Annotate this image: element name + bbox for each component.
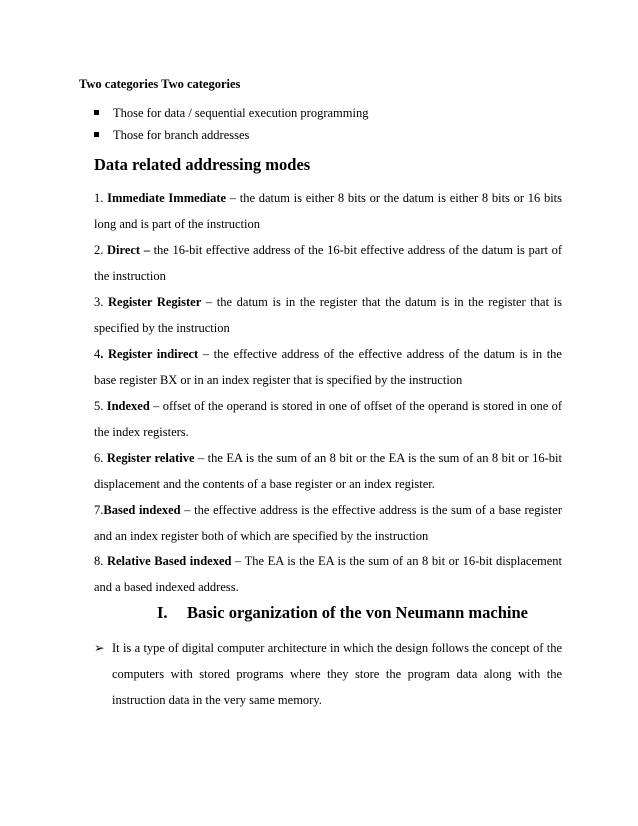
mode-term: Direct –	[107, 243, 150, 257]
mode-term: Immediate Immediate	[107, 191, 227, 205]
mode-term: . Register indirect	[100, 347, 199, 361]
addressing-mode-paragraph	[94, 341, 562, 393]
roman-numeral: I.	[157, 603, 168, 622]
addressing-mode-paragraph	[94, 237, 562, 289]
mode-description: the 16-bit effective address of the 16-bit effective address of the datum is part of the instruction	[94, 243, 562, 283]
list-item-text: Those for data / sequential execution programming	[113, 106, 369, 120]
mode-description: – The EA is the EA is the sum of an 8 bit or 16-bit displacement and a based indexed address.	[94, 554, 562, 594]
addressing-mode-paragraph	[94, 289, 562, 341]
arrow-bullet-icon: ➢	[94, 641, 105, 655]
arrow-list-item	[94, 635, 562, 713]
mode-number: 5.	[94, 399, 107, 413]
mode-number: 7.	[94, 503, 104, 517]
addressing-mode-paragraph	[94, 393, 562, 445]
mode-number: 3.	[94, 295, 109, 309]
von-neumann-heading	[157, 603, 528, 623]
mode-description: – the datum is in the register that the datum is in the register that is specified by the instruction	[94, 295, 563, 335]
von-neumann-heading-text: Basic organization of the von Neumann machine	[187, 603, 529, 622]
addressing-mode-paragraph	[94, 548, 562, 600]
mode-number: 8.	[94, 554, 107, 568]
mode-term: Register Register	[108, 295, 202, 309]
mode-description: – the EA is the sum of an 8 bit or the EA is the sum of an 8 bit or 16-bit displacement and the contents of a base register or an index register.	[94, 451, 562, 491]
square-bullet-icon	[94, 132, 99, 137]
arrow-list-item-text: It is a type of digital computer architecture in which the design follows the concept of the computers with stored programs where they store the program data along with the instruction data in the very same memory.	[112, 641, 562, 707]
mode-term: Register relative	[106, 451, 195, 465]
mode-term: Indexed	[106, 399, 150, 413]
addressing-mode-paragraph	[94, 185, 562, 237]
mode-term: Relative Based indexed	[106, 554, 232, 568]
mode-number: 2.	[94, 243, 107, 257]
mode-number: 1.	[94, 191, 108, 205]
list-item	[94, 126, 368, 148]
section-heading: Data related addressing modes	[94, 155, 311, 174]
mode-description: – the datum is either 8 bits or the datum is either 8 bits or 16 bits long and is part of the instruction	[94, 191, 563, 231]
mode-description: – the effective address of the effective address of the datum is in the base register BX or in an index register that is specified by the instruction	[94, 347, 562, 387]
mode-description: – offset of the operand is stored in one of offset of the operand is stored in one of the index registers.	[94, 399, 562, 439]
mode-number: 4	[94, 347, 101, 361]
addressing-mode-paragraph	[94, 497, 562, 549]
category-list	[94, 104, 368, 148]
list-item	[94, 104, 368, 126]
list-item-text: Those for branch addresses	[113, 128, 250, 142]
square-bullet-icon	[94, 110, 99, 115]
intro-title: Two categories Two categories	[79, 77, 241, 91]
mode-term: Based indexed	[103, 503, 181, 517]
mode-description: – the effective address is the effective address is the sum of a base register and an index register both of which are specified by the instruction	[94, 503, 562, 543]
mode-number: 6.	[94, 451, 107, 465]
addressing-mode-paragraph	[94, 445, 562, 497]
